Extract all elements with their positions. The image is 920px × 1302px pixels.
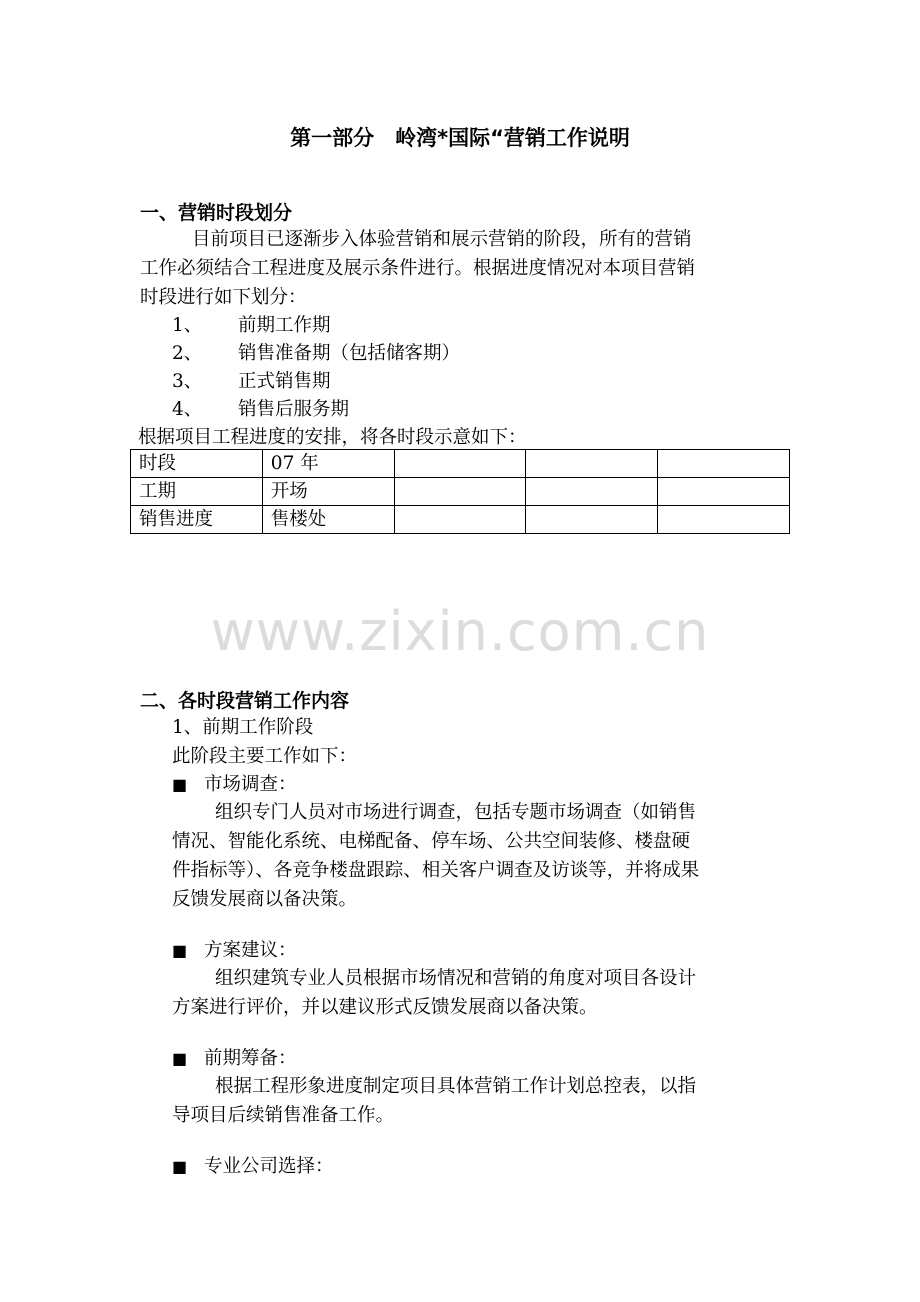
table-cell [394, 450, 526, 478]
list-item-number: 2、 [172, 343, 203, 364]
section-1-intro-line-3: 时段进行如下划分： [140, 287, 307, 308]
paragraph-line: 情况、智能化系统、电梯配备、停车场、公共空间装修、楼盘硬 [172, 831, 691, 852]
square-bullet-icon: ■ [172, 1049, 188, 1068]
table-cell [658, 450, 790, 478]
paragraph-line: 组织专门人员对市场进行调查，包括专题市场调查（如销售 [215, 802, 697, 823]
paragraph-line: 导项目后续销售准备工作。 [172, 1105, 395, 1126]
bullet-item-preparation [172, 1044, 297, 1073]
paragraph-line: 方案进行评价，并以建议形式反馈发展商以备决策。 [172, 997, 598, 1018]
list-item-text: 正式销售期 [238, 371, 331, 392]
list-item-text: 前期工作期 [238, 315, 331, 336]
list-item [172, 367, 331, 396]
section-2-heading: 二、各时段营销工作内容 [140, 690, 350, 712]
section-1-heading: 一、营销时段划分 [140, 202, 293, 224]
bullet-title: 方案建议： [204, 940, 297, 961]
bullet-item-market-research [172, 770, 297, 799]
table-cell: 工期 [131, 478, 263, 506]
section-2-lead: 此阶段主要工作如下： [172, 746, 358, 767]
bullet-title: 市场调查： [204, 774, 297, 795]
table-cell: 07 年 [262, 450, 394, 478]
table-cell [658, 478, 790, 506]
paragraph-line: 件指标等）、各竞争楼盘跟踪、相关客户调查及访谈等，并将成果 [172, 860, 700, 881]
list-item-number: 1、 [172, 315, 203, 336]
table-cell [526, 450, 658, 478]
table-row [131, 450, 790, 478]
bullet-item-proposal [172, 936, 297, 965]
table-row [131, 478, 790, 506]
list-item-number: 3、 [172, 371, 203, 392]
square-bullet-icon: ■ [172, 1157, 188, 1176]
square-bullet-icon: ■ [172, 941, 188, 960]
paragraph-line: 组织建筑专业人员根据市场情况和营销的角度对项目各设计 [215, 968, 697, 989]
table-cell [526, 478, 658, 506]
table-cell [526, 506, 658, 534]
bullet-item-company-selection [172, 1152, 334, 1181]
table-cell [394, 478, 526, 506]
list-item-text: 销售后服务期 [238, 399, 350, 420]
page-title: 第一部分 岭湾*国际“营销工作说明 [290, 126, 630, 150]
table-cell [394, 506, 526, 534]
table-row [131, 506, 790, 534]
square-bullet-icon: ■ [172, 775, 188, 794]
section-1-intro-line-2: 工作必须结合工程进度及展示条件进行。根据进度情况对本项目营销 [140, 258, 696, 279]
bullet-title: 专业公司选择： [204, 1156, 334, 1177]
list-item [172, 395, 349, 424]
table-cell: 售楼处 [262, 506, 394, 534]
table-cell [658, 506, 790, 534]
section-1-intro-line-1: 目前项目已逐渐步入体验营销和展示营销的阶段，所有的营销 [192, 229, 692, 250]
table-caption: 根据项目工程进度的安排，将各时段示意如下： [138, 427, 527, 448]
list-item [172, 339, 460, 368]
paragraph-line: 根据工程形象进度制定项目具体营销工作计划总控表，以指 [215, 1076, 697, 1097]
schedule-table [130, 449, 790, 534]
list-item [172, 311, 331, 340]
list-item-number: 4、 [172, 399, 203, 420]
table-cell: 销售进度 [131, 506, 263, 534]
table-cell: 开场 [262, 478, 394, 506]
paragraph-line: 反馈发展商以备决策。 [172, 889, 358, 910]
table-cell: 时段 [131, 450, 263, 478]
bullet-title: 前期筹备： [204, 1048, 297, 1069]
section-2-subheading: 1、前期工作阶段 [172, 717, 314, 738]
watermark: www.zixin.com.cn [210, 600, 710, 663]
list-item-text: 销售准备期（包括储客期） [238, 343, 461, 364]
